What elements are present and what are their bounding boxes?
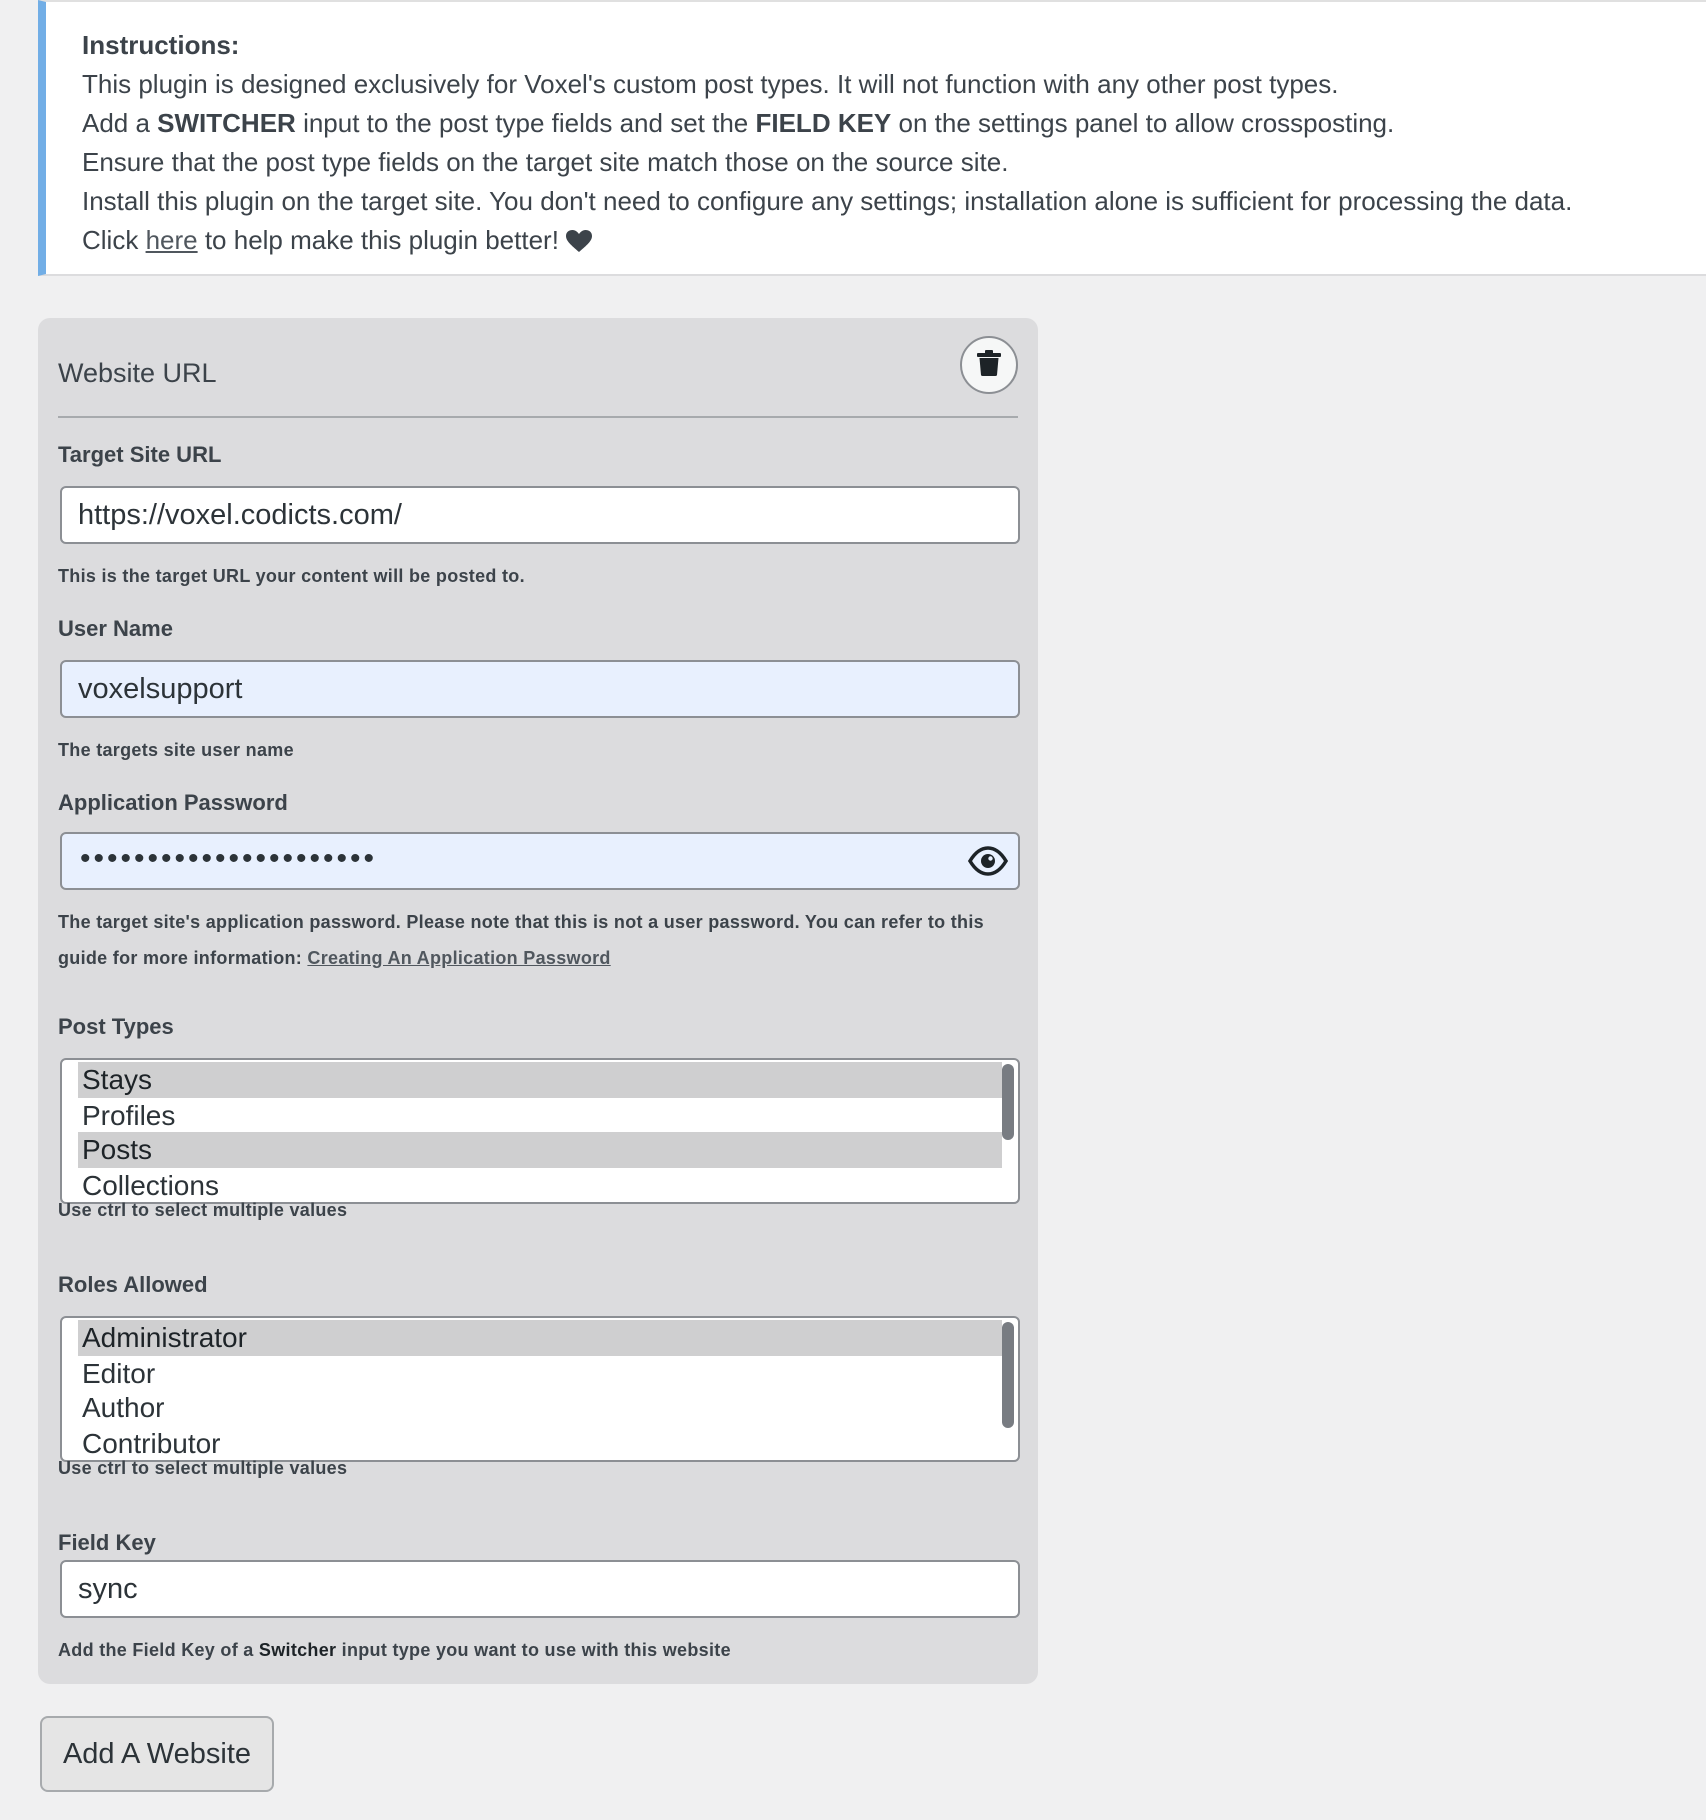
trash-icon <box>976 349 1002 382</box>
user-name-input[interactable] <box>60 660 1020 718</box>
roles-select[interactable] <box>60 1316 1020 1462</box>
instructions-line-5-pre: Click <box>82 225 146 255</box>
field-key-label: Field Key <box>58 1530 156 1555</box>
app-password-help-line-2-pre: guide for more information: <box>58 948 308 968</box>
card-header <box>58 336 1018 418</box>
instructions-line-3: Ensure that the post type fields on the target site match those on the source site. <box>82 147 1009 177</box>
instructions-line-5 <box>82 221 1706 264</box>
instructions-line-5-post: to help make this plugin better! <box>197 225 559 255</box>
field-key-help-pre: Add the Field Key of a <box>58 1640 259 1660</box>
application-password-guide-link[interactable]: Creating An Application Password <box>307 948 611 968</box>
post-type-option-posts[interactable]: Posts <box>78 1132 1002 1168</box>
post-type-option-collections[interactable]: Collections <box>82 1170 219 1201</box>
post-type-option-stays[interactable]: Stays <box>78 1062 1002 1098</box>
switcher-term: Switcher <box>258 1640 337 1660</box>
add-website-button[interactable]: Add A Website <box>40 1716 274 1792</box>
post-type-option-profiles[interactable]: Profiles <box>82 1100 176 1131</box>
instructions-line-1: This plugin is designed exclusively for Voxel's custom post types. It will not function with any other post types. <box>82 69 1339 99</box>
user-name-help: The targets site user name <box>58 740 294 760</box>
delete-website-button[interactable] <box>960 336 1018 394</box>
app-password-help <box>58 904 1018 976</box>
app-password-help-line-2 <box>58 940 1018 976</box>
roles-label: Roles Allowed <box>58 1272 208 1297</box>
role-option-author[interactable]: Author <box>82 1392 165 1423</box>
post-types-select[interactable] <box>60 1058 1020 1204</box>
app-password-input[interactable] <box>60 832 1020 890</box>
heart-icon <box>565 225 593 264</box>
role-option-contributor[interactable]: Contributor <box>82 1428 221 1459</box>
instructions-line-4: Install this plugin on the target site. You don't need to configure any settings; installation alone is sufficient for processing the data. <box>82 186 1573 216</box>
role-option-editor[interactable]: Editor <box>82 1358 156 1389</box>
eye-icon[interactable] <box>968 846 1008 876</box>
role-option-administrator[interactable]: Administrator <box>78 1320 1002 1356</box>
password-masked-value: •••••••••••••••••••••• <box>80 842 378 875</box>
feedback-link[interactable]: here <box>145 225 198 255</box>
field-key-help <box>58 1632 1018 1668</box>
field-key-input[interactable] <box>60 1560 1020 1618</box>
post-types-label: Post Types <box>58 1014 174 1039</box>
card-title: Website URL <box>58 358 217 388</box>
roles-help: Use ctrl to select multiple values <box>58 1458 348 1478</box>
instructions-line-2 <box>82 104 1706 143</box>
app-password-label: Application Password <box>58 790 288 815</box>
website-card <box>38 318 1038 1684</box>
app-password-help-line-1: The target site's application password. Please note that this is not a user password. You can refer to this <box>58 912 984 932</box>
field-key-keyword: FIELD KEY <box>755 108 892 138</box>
field-key-help-post: input type you want to use with this website <box>336 1640 731 1660</box>
target-url-help: This is the target URL your content will be posted to. <box>58 566 525 586</box>
instructions-notice <box>38 0 1706 276</box>
instructions-line-2-post: on the settings panel to allow crossposting. <box>891 108 1395 138</box>
instructions-heading: Instructions: <box>82 30 240 60</box>
target-url-label: Target Site URL <box>58 442 222 467</box>
target-url-input[interactable] <box>60 486 1020 544</box>
switcher-keyword: SWITCHER <box>157 108 296 138</box>
instructions-line-2-mid: input to the post type fields and set the <box>295 108 756 138</box>
post-types-help: Use ctrl to select multiple values <box>58 1200 348 1220</box>
roles-scrollbar[interactable] <box>1002 1322 1014 1428</box>
user-name-label: User Name <box>58 616 173 641</box>
post-types-scrollbar[interactable] <box>1002 1064 1014 1140</box>
instructions-line-2-pre: Add a <box>82 108 158 138</box>
